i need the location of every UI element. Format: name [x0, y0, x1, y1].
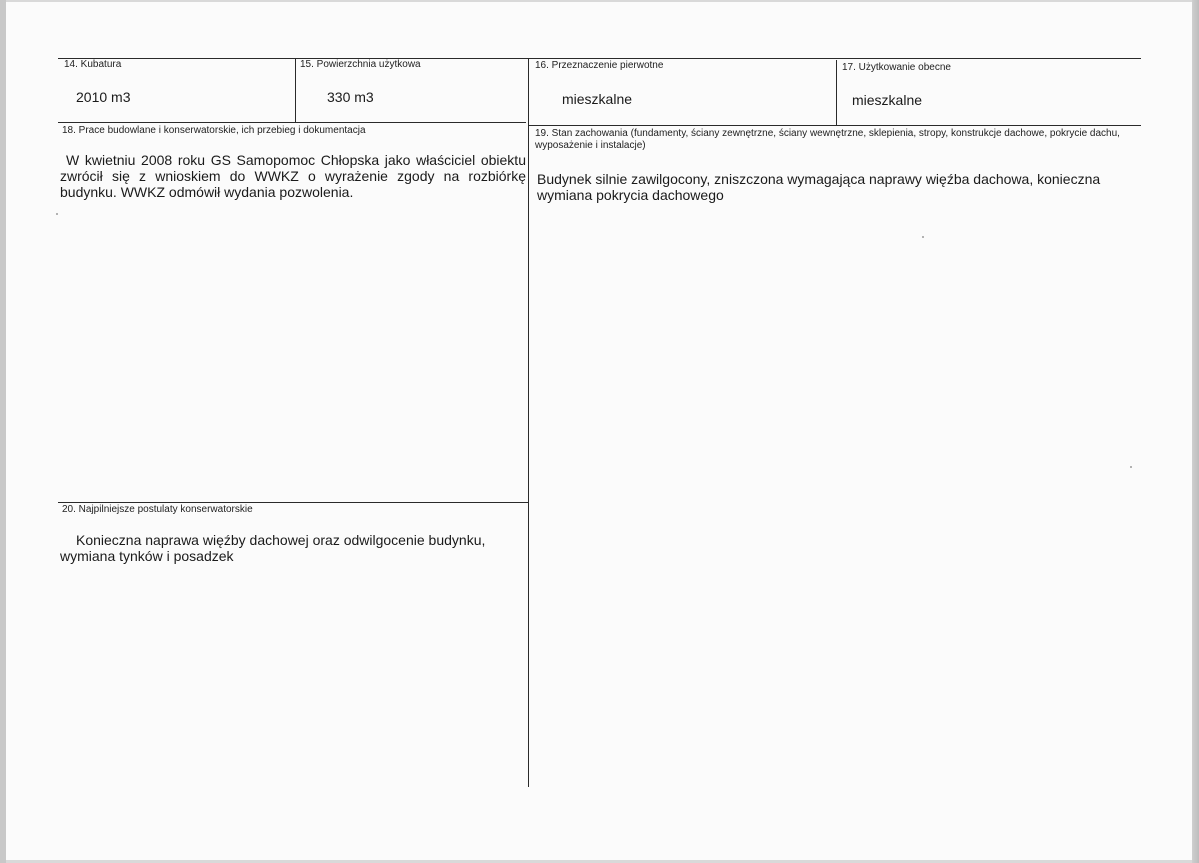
- divider-14-15: [295, 58, 296, 122]
- kubatura-label: 14. Kubatura: [64, 59, 122, 70]
- przeznaczenie-label: 16. Przeznaczenie pierwotne: [535, 60, 664, 71]
- prace-budowlane-text: W kwietniu 2008 roku GS Samopomoc Chłopska jako właściciel obiektu zwrócił się z wnioskiem do WWKZ o wyrażenie zgody na rozbiórkę budynku. WWKZ odmówił wydania pozwolenia.: [60, 152, 526, 200]
- scan-right-edge: [1192, 0, 1199, 863]
- uzytkowanie-label: 17. Użytkowanie obecne: [842, 62, 951, 73]
- przeznaczenie-value: mieszkalne: [562, 91, 633, 107]
- scan-speck: [922, 236, 924, 238]
- powierzchnia-value: 330 m3: [327, 89, 374, 105]
- section20-rule: [58, 502, 528, 503]
- top-row-rule: [58, 58, 1141, 59]
- kubatura-value: 2010 m3: [76, 89, 131, 105]
- prace-budowlane-label: 18. Prace budowlane i konserwatorskie, ich przebieg i dokumentacja: [62, 125, 366, 136]
- scan-speck: [56, 213, 58, 215]
- stan-zachowania-text: Budynek silnie zawilgocony, zniszczona wymagająca naprawy więźba dachowa, konieczna wymiana pokrycia dachowego: [537, 171, 1101, 203]
- row2-rule-right: [528, 125, 1141, 126]
- powierzchnia-label: 15. Powierzchnia użytkowa: [300, 59, 421, 70]
- row2-rule-left: [58, 122, 526, 123]
- postulaty-label: 20. Najpilniejsze postulaty konserwatorskie: [62, 504, 253, 515]
- stan-zachowania-label: 19. Stan zachowania (fundamenty, ściany zewnętrzne, ściany wewnętrzne, sklepienia, stropy, konstrukcje dachowe, pokrycie dachu, wyposażenie i instalacje): [535, 128, 1120, 151]
- divider-16-17: [836, 60, 837, 125]
- scan-speck: [1130, 466, 1132, 468]
- uzytkowanie-value: mieszkalne: [852, 92, 923, 108]
- postulaty-text: Konieczna naprawa więźby dachowej oraz odwilgocenie budynku, wymiana tynków i posadzek: [60, 532, 486, 564]
- divider-15-16: [528, 58, 529, 787]
